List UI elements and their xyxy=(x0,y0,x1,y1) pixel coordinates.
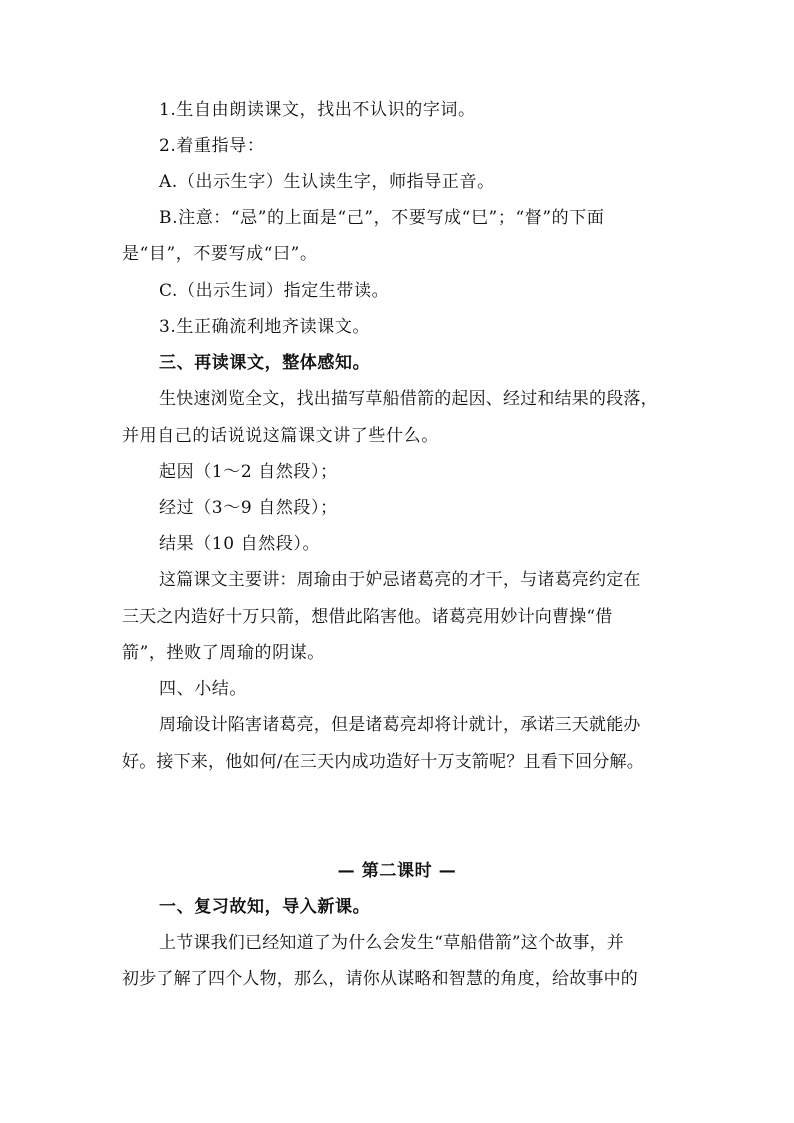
paragraph-reread-line-2: 并用自己的话说说这篇课文讲了些什么。 xyxy=(122,426,439,446)
guidance-item-c: C.（出示生词）指定生带读。 xyxy=(159,281,390,301)
section-heading-conclusion: 四、小结。 xyxy=(159,679,247,699)
step-read-together: 3.生正确流利地齐读课文。 xyxy=(159,317,371,337)
result-paragraphs: 结果（10 自然段）。 xyxy=(159,534,321,554)
step-read-freely: 1.生自由朗读课文，找出不认识的字词。 xyxy=(159,100,476,120)
review-line-2: 初步了解了四个人物，那么，请你从谋略和智慧的角度，给故事中的 xyxy=(122,969,638,989)
summary-line-1: 这篇课文主要讲：周瑜由于妒忌诸葛亮的才干，与诸葛亮约定在 xyxy=(159,570,641,590)
conclusion-line-1: 周瑜设计陷害诸葛亮，但是诸葛亮却将计就计，承诺三天就能办 xyxy=(159,715,641,735)
step-guidance-heading: 2.着重指导： xyxy=(159,136,265,156)
guidance-item-b: B.注意：“忌”的上面是“己”，不要写成“巳”；“督”的下面 xyxy=(159,208,605,228)
review-line-1: 上节课我们已经知道了为什么会发生“草船借箭”这个故事，并 xyxy=(159,933,624,953)
process-paragraphs: 经过（3～9 自然段）； xyxy=(159,498,338,518)
cause-paragraphs: 起因（1～2 自然段）； xyxy=(159,462,338,482)
conclusion-line-2: 好。接下来，他如何/在三天内成功造好十万支箭呢？且看下回分解。 xyxy=(122,752,644,772)
summary-line-3: 箭”，挫败了周瑜的阴谋。 xyxy=(122,643,325,663)
section-heading-review: 一、复习故知，导入新课。 xyxy=(159,897,371,917)
summary-line-2: 三天之内造好十万只箭，想借此陷害他。诸葛亮用妙计向曹操“借 xyxy=(122,607,613,627)
guidance-item-a: A.（出示生字）生认读生字，师指导正音。 xyxy=(159,172,495,192)
guidance-item-b-continued: 是“目”，不要写成“曰”。 xyxy=(122,244,318,264)
section-heading-reread: 三、再读课文，整体感知。 xyxy=(159,353,371,373)
paragraph-reread-line-1: 生快速浏览全文，找出描写草船借箭的起因、经过和结果的段落， xyxy=(159,389,658,409)
lesson-two-heading: — 第二课时 — xyxy=(337,861,457,881)
